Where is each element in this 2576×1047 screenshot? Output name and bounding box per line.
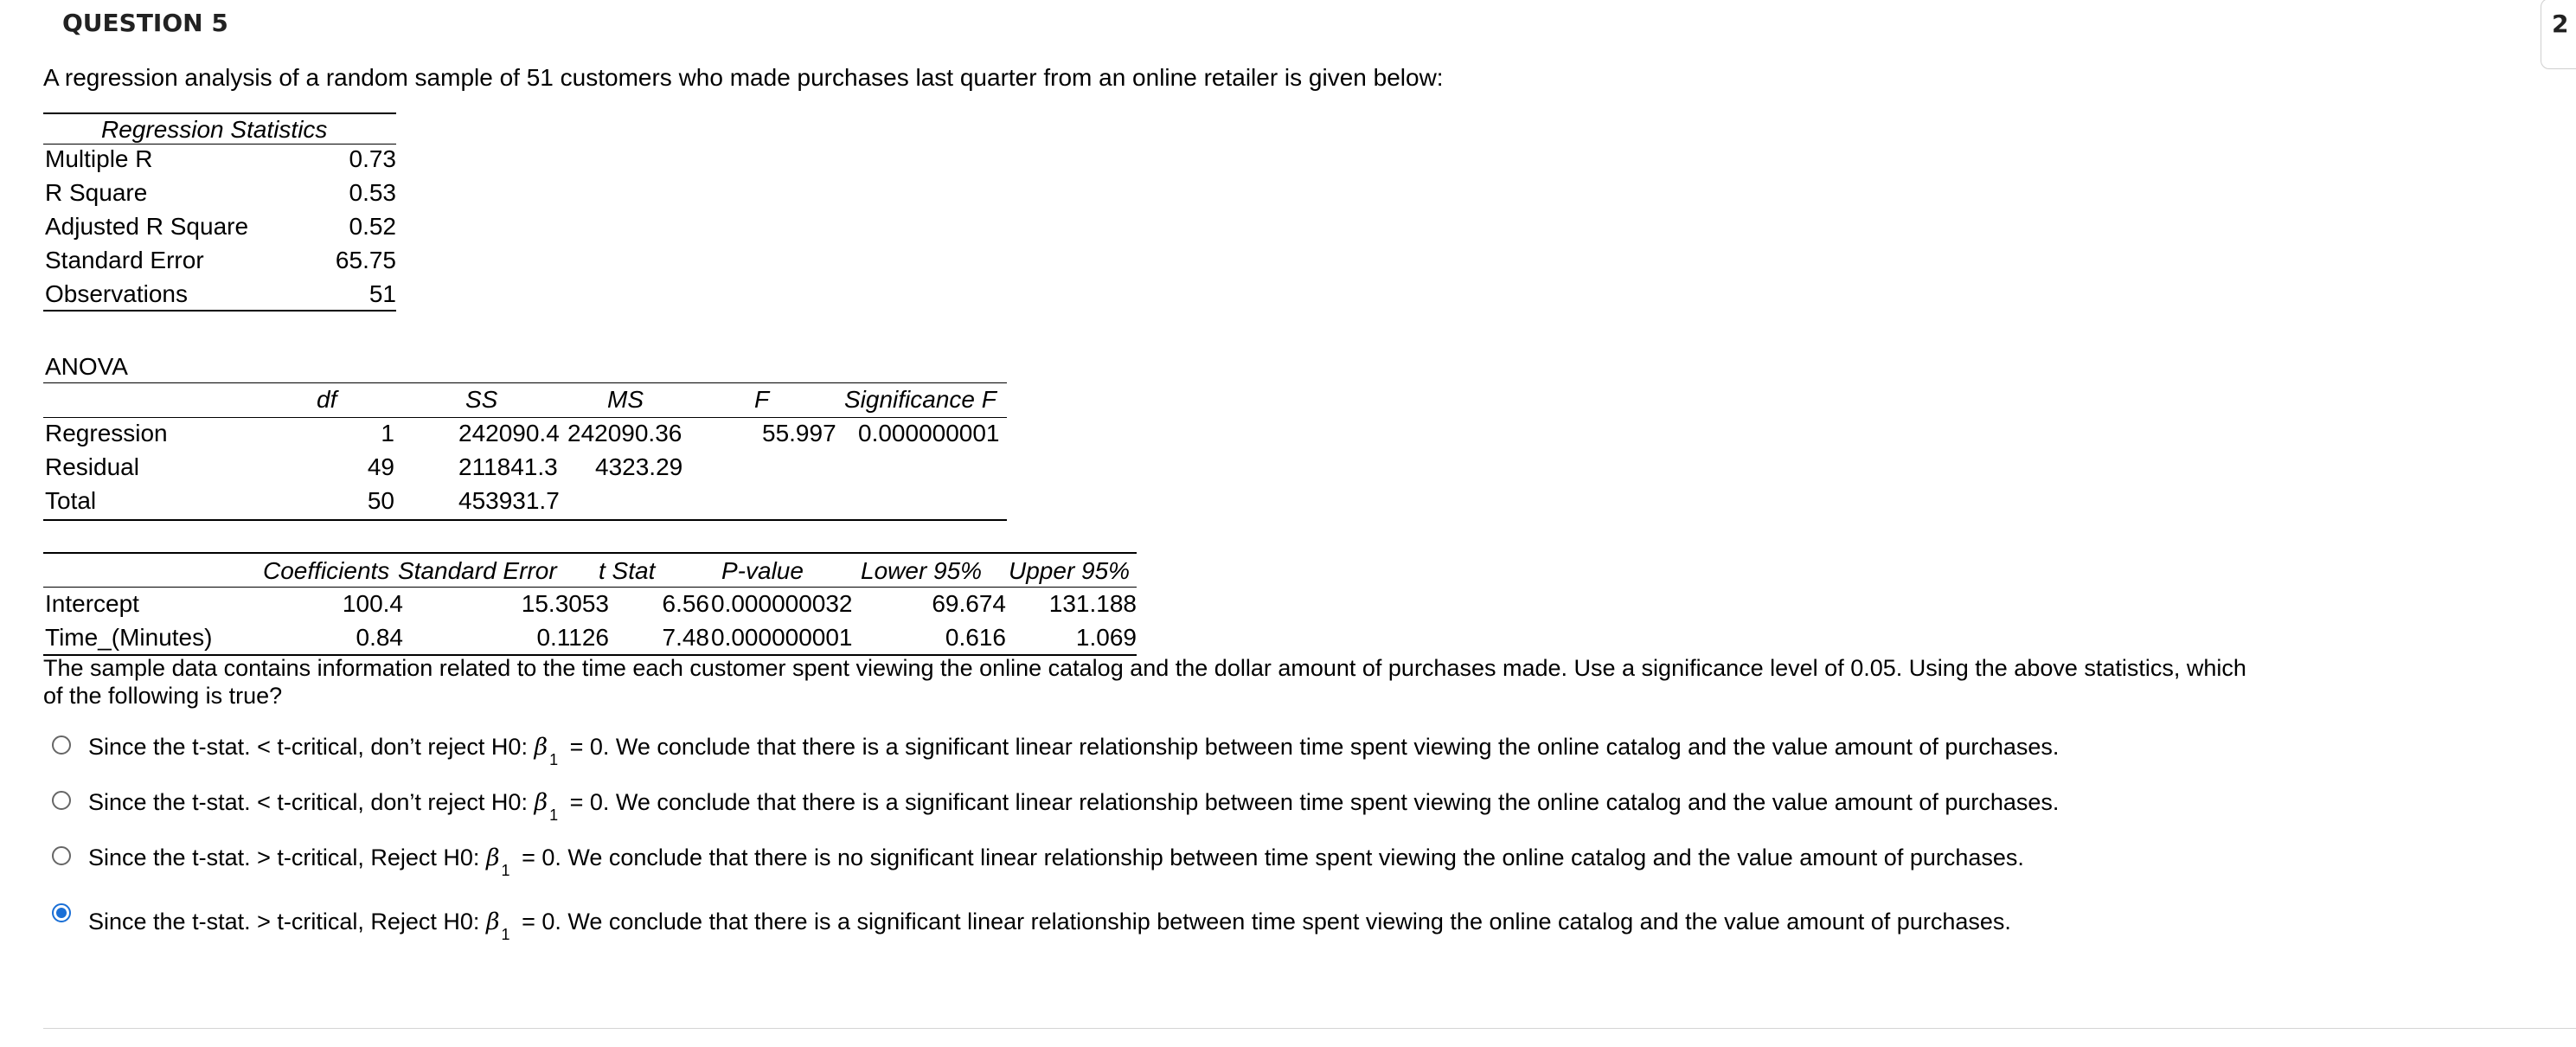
option-suffix: = 0. We conclude that there is no significant linear relationship between time spent viewing the online catalog and the value amount of purchases.: [522, 845, 2024, 870]
cell-upper-95: 1.069: [1075, 624, 1137, 651]
col-header-significance-f: Significance F: [844, 386, 996, 413]
beta-symbol: β: [534, 789, 548, 816]
points-value: 2: [2552, 10, 2569, 38]
row-label: Residual: [45, 453, 139, 480]
radio-button[interactable]: [52, 846, 71, 865]
cell-ms: 242090.36: [567, 420, 682, 446]
cell-coefficient: 100.4: [342, 590, 403, 617]
col-header-upper-95: Upper 95%: [1009, 557, 1131, 584]
table-row: [43, 142, 396, 176]
table-row: [43, 620, 1137, 654]
col-header-ms: MS: [607, 386, 644, 413]
beta-subscript: 1: [549, 751, 559, 768]
stat-label: Multiple R: [45, 145, 153, 172]
cell-p-value: 0.000000001: [711, 624, 853, 651]
cell-df: 1: [381, 420, 394, 446]
cell-p-value: 0.000000032: [711, 590, 853, 617]
beta-subscript: 1: [549, 806, 559, 824]
question-body: The sample data contains information related to the time each customer spent viewing the online catalog and the dollar amount of purchases made. Use a significance level of 0.05. Using the above statistics, which of the following is true?: [43, 655, 2246, 709]
row-label: Time_(Minutes): [45, 624, 213, 651]
table-row: [43, 209, 396, 243]
cell-ms: 4323.29: [595, 453, 683, 480]
row-label: Intercept: [45, 590, 139, 617]
cell-standard-error: 15.3053: [521, 590, 609, 617]
cell-f: 55.997: [762, 420, 836, 446]
stat-label: R Square: [45, 179, 148, 206]
row-label: Regression: [45, 420, 168, 446]
cell-lower-95: 69.674: [932, 590, 1006, 617]
cell-ss: 242090.4: [458, 420, 560, 446]
option-text[interactable]: [88, 909, 2011, 943]
regression-stats-header: Regression Statistics: [101, 116, 328, 143]
stat-label: Observations: [45, 280, 188, 307]
cell-df: 50: [367, 487, 394, 514]
cell-significance-f: 0.000000001: [858, 420, 1000, 446]
col-header-standard-error: Standard Error: [398, 557, 557, 584]
radio-button[interactable]: [52, 735, 71, 755]
stat-label: Adjusted R Square: [45, 213, 249, 240]
question-title: QUESTION 5: [62, 9, 228, 37]
table-row: [43, 277, 396, 311]
option-suffix: = 0. We conclude that there is a significant linear relationship between time spent viewing the online catalog and the value amount of purchases.: [569, 789, 2060, 815]
stat-value: 0.73: [349, 145, 396, 172]
beta-subscript: 1: [501, 862, 510, 879]
points-badge: [2541, 0, 2576, 69]
col-header-coefficients: Coefficients: [263, 557, 390, 584]
anova-table: [43, 350, 1007, 517]
stat-value: 0.52: [349, 213, 396, 240]
table-bottom-rule: [43, 519, 1007, 521]
option-suffix: = 0. We conclude that there is a significant linear relationship between time spent viewing the online catalog and the value amount of purchases.: [522, 909, 2011, 935]
cell-lower-95: 0.616: [945, 624, 1006, 651]
radio-button[interactable]: [52, 791, 71, 810]
cell-standard-error: 0.1126: [536, 624, 609, 651]
table-row: [43, 416, 1007, 450]
option-text[interactable]: [88, 734, 2060, 768]
stat-label: Standard Error: [45, 247, 204, 273]
cell-df: 49: [367, 453, 394, 480]
coefficients-table: [43, 552, 1137, 654]
radio-button-selected[interactable]: [52, 903, 71, 922]
col-header-t-stat: t Stat: [599, 557, 656, 584]
table-row: [43, 243, 396, 277]
table-row: [43, 176, 396, 209]
table-row: [43, 587, 1137, 620]
col-header-lower-95: Lower 95%: [861, 557, 983, 584]
stat-value: 51: [368, 280, 396, 307]
row-label: Total: [45, 487, 97, 514]
option-prefix: Since the t-stat. > t-critical, Reject H0:: [88, 845, 480, 870]
option-text[interactable]: [88, 845, 2024, 879]
beta-symbol: β: [485, 909, 500, 935]
regression-statistics-table: [43, 111, 396, 311]
question-intro: A regression analysis of a random sample of 51 customers who made purchases last quarter from an online retailer is given below:: [43, 64, 1444, 91]
beta-subscript: 1: [501, 926, 510, 943]
option-text[interactable]: [88, 789, 2060, 824]
cell-ss: 211841.3: [458, 453, 558, 480]
stat-value: 0.53: [349, 179, 396, 206]
col-header-p-value: P-value: [721, 557, 804, 584]
section-divider: [43, 1028, 2576, 1029]
col-header-df: df: [317, 386, 337, 413]
col-header-f: F: [754, 386, 770, 413]
col-header-ss: SS: [465, 386, 498, 413]
option-prefix: Since the t-stat. > t-critical, Reject H0:: [88, 909, 480, 935]
cell-coefficient: 0.84: [356, 624, 403, 651]
option-prefix: Since the t-stat. < t-critical, don’t reject H0:: [88, 734, 528, 760]
cell-ss: 453931.7: [458, 487, 560, 514]
table-row: [43, 484, 1007, 517]
cell-t-stat: 6.56: [662, 590, 709, 617]
cell-upper-95: 131.188: [1048, 590, 1137, 617]
stat-value: 65.75: [335, 247, 396, 273]
cell-t-stat: 7.48: [662, 624, 709, 651]
beta-symbol: β: [485, 845, 500, 871]
option-suffix: = 0. We conclude that there is a significant linear relationship between time spent viewing the online catalog and the value amount of purchases.: [569, 734, 2060, 760]
anova-title: ANOVA: [45, 353, 128, 380]
beta-symbol: β: [534, 734, 548, 761]
table-bottom-rule: [43, 310, 396, 312]
table-header-row: [43, 552, 1137, 587]
option-prefix: Since the t-stat. < t-critical, don’t reject H0:: [88, 789, 528, 815]
table-row: [43, 450, 1007, 484]
table-header-row: [43, 382, 1007, 416]
